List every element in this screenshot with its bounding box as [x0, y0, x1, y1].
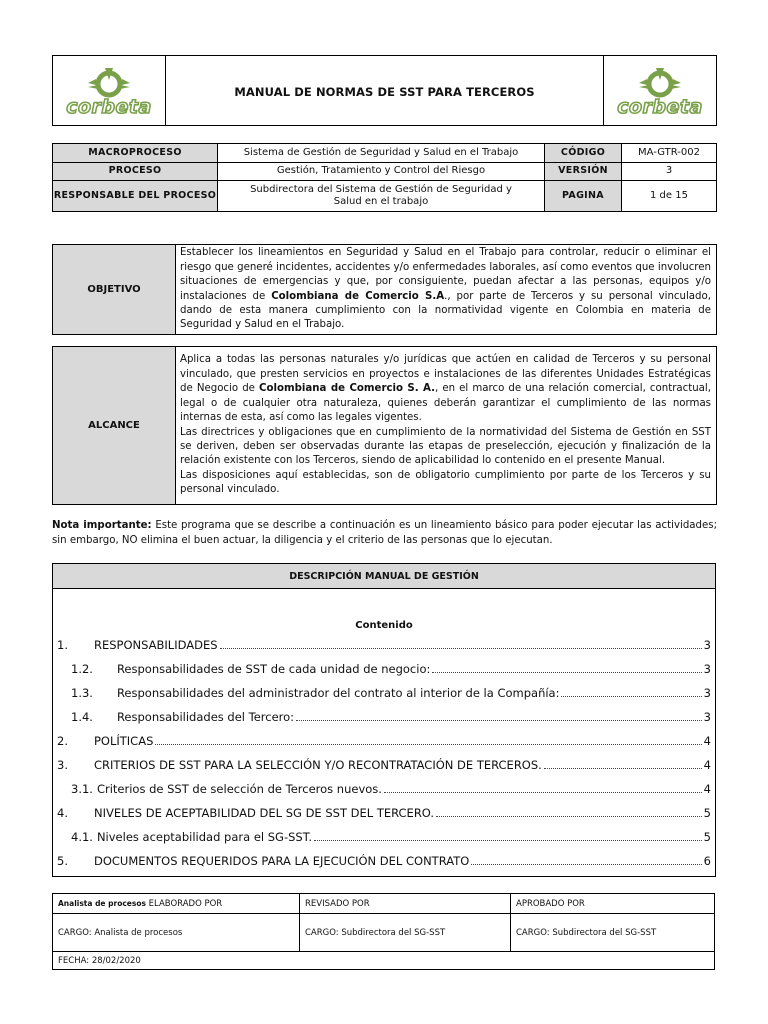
toc-entry-number: 4. — [57, 806, 68, 820]
revisado-label: REVISADO POR — [300, 894, 511, 914]
macroproceso-label: MACROPROCESO — [53, 144, 218, 163]
toc-leader-dots — [544, 767, 702, 769]
macroproceso-value: Sistema de Gestión de Seguridad y Salud en el Trabajo — [218, 144, 545, 163]
alcance-company: Colombiana de Comercio S. A. — [259, 383, 435, 395]
toc-entry[interactable] — [57, 732, 711, 748]
title-cell — [166, 56, 604, 126]
corbeta-logo-left — [53, 65, 165, 117]
toc-entry-number: 1.4. — [71, 710, 93, 724]
toc-entry-page: 3 — [703, 710, 711, 724]
toc-leader-dots — [220, 647, 702, 649]
logo-left-cell — [53, 56, 166, 126]
toc-leader-dots — [314, 839, 702, 841]
corbeta-emblem-icon — [637, 65, 683, 99]
objetivo-text-2: ., por parte de Terceros y su personal vinculado, dando de esta manera cumplimiento con la normatividad vigente en Colombia en materia de Seguridad y Salud en el Trabajo. — [180, 290, 711, 331]
toc-entry-text: DOCUMENTOS REQUERIDOS PARA LA EJECUCIÓN DEL CONTRATO — [93, 854, 470, 868]
toc-leader-dots — [155, 743, 701, 745]
toc-entry-text: CRITERIOS DE SST PARA LA SELECCIÓN Y/O RECONTRATACIÓN DE TERCEROS. — [93, 758, 542, 772]
toc-entry[interactable] — [57, 780, 711, 796]
toc-leader-dots — [561, 695, 701, 697]
document-title: MANUAL DE NORMAS DE SST PARA TERCEROS — [234, 85, 535, 99]
toc-entry-page: 4 — [703, 734, 711, 748]
document-header — [52, 55, 717, 126]
descripcion-title: DESCRIPCIÓN MANUAL DE GESTIÓN — [53, 564, 715, 589]
toc-entry-number: 1.2. — [71, 662, 93, 676]
alcance-p1-a: Aplica a todas las personas naturales y/o jurídicas que actúen en calidad de Terceros y su personal vinculado, que presten servicios en proyectos e instalaciones de las diferentes Unidades Estratégicas de Negocio de — [180, 354, 711, 395]
responsable-label: RESPONSABLE DEL PROCESO — [53, 181, 218, 212]
logo-wordmark: corbeta — [617, 95, 703, 118]
toc-entry-text: Niveles aceptabilidad para el SG-SST. — [96, 830, 313, 844]
toc-entry-page: 3 — [703, 686, 711, 700]
codigo-value: MA-GTR-002 — [622, 144, 717, 163]
alcance-paragraph-1 — [180, 353, 711, 425]
toc-entry[interactable] — [57, 636, 711, 652]
toc-leader-dots — [436, 815, 702, 817]
corbeta-logo-right — [604, 65, 716, 117]
logo-right-cell — [604, 56, 717, 126]
proceso-label: PROCESO — [53, 162, 218, 181]
approval-footer — [52, 893, 715, 970]
toc-entry-number: 5. — [57, 854, 68, 868]
descripcion-section — [52, 563, 716, 877]
pagina-value: 1 de 15 — [622, 181, 717, 212]
toc-leader-dots — [296, 719, 702, 721]
nota-importante — [52, 518, 717, 548]
pagina-label: PAGINA — [545, 181, 622, 212]
elaborado-label: ELABORADO POR — [148, 898, 223, 909]
toc-entry-text: Responsabilidades de SST de cada unidad de negocio: — [116, 662, 431, 676]
proceso-value: Gestión, Tratamiento y Control del Riesgo — [218, 162, 545, 181]
fecha: FECHA: 28/02/2020 — [53, 952, 715, 970]
logo-wordmark: corbeta — [66, 95, 152, 118]
alcance-text — [176, 347, 717, 505]
alcance-label: ALCANCE — [53, 347, 176, 505]
toc-entry[interactable] — [57, 660, 711, 676]
toc-entry-page: 4 — [703, 782, 711, 796]
toc-entry-text: Criterios de SST de selección de Terceros nuevos. — [96, 782, 382, 796]
objetivo-text — [176, 245, 717, 335]
toc-entry[interactable] — [57, 708, 711, 724]
toc-entry-number: 1.3. — [71, 686, 93, 700]
toc-entry-page: 3 — [703, 662, 711, 676]
cargo-aprobado: CARGO: Subdirectora del SG-SST — [511, 914, 715, 952]
toc-entry-page: 3 — [703, 638, 711, 652]
toc-entry-page: 5 — [703, 830, 711, 844]
toc-entry-text: Responsabilidades del administrador del contrato al interior de la Compañía: — [116, 686, 560, 700]
toc-leader-dots — [384, 791, 702, 793]
toc-entry-text: NIVELES DE ACEPTABILIDAD DEL SG DE SST DEL TERCERO. — [93, 806, 435, 820]
alcance-section — [52, 346, 717, 505]
toc-leader-dots — [432, 671, 701, 673]
toc-entry-number: 2. — [57, 734, 68, 748]
aprobado-label: APROBADO POR — [511, 894, 715, 914]
toc-entry[interactable] — [57, 756, 711, 772]
version-label: VERSIÓN — [545, 162, 622, 181]
toc-entry-page: 4 — [703, 758, 711, 772]
contenido-title: Contenido — [355, 620, 413, 631]
cargo-elaborado: CARGO: Analista de procesos — [53, 914, 300, 952]
toc-entry-number: 1. — [57, 638, 68, 652]
version-value: 3 — [622, 162, 717, 181]
objetivo-company: Colombiana de Comercio S.A — [271, 290, 445, 302]
alcance-paragraph-2: Las directrices y obligaciones que en cumplimiento de la normatividad del Sistema de Gestión en SST se deriven, deben ser observadas durante las etapas de preselección, ejecución y finalización de la relación existente con los Terceros, siendo de aplicabilidad lo contenido en el presente Manual. — [180, 426, 711, 467]
corbeta-emblem-icon — [86, 65, 132, 99]
toc-entry-page: 6 — [703, 854, 711, 868]
alcance-paragraph-3: Las disposiciones aquí establecidas, son de obligatorio cumplimiento por parte de los Terceros y su personal vinculado. — [180, 469, 711, 496]
elaborado-prefix: Analista de procesos — [58, 898, 146, 908]
cargo-revisado: CARGO: Subdirectora del SG-SST — [300, 914, 511, 952]
nota-label: Nota importante: — [52, 520, 152, 531]
elaborado-cell — [53, 894, 300, 914]
toc-leader-dots — [471, 863, 701, 865]
toc-entry-number: 4.1. — [71, 830, 93, 844]
objetivo-label: OBJETIVO — [53, 245, 176, 335]
toc-entry-text: POLÍTICAS — [93, 734, 154, 748]
objetivo-section — [52, 244, 717, 335]
responsable-value: Subdirectora del Sistema de Gestión de Seguridad y Salud en el trabajo — [218, 181, 545, 212]
toc-entry-number: 3.1. — [71, 782, 93, 796]
toc-entry[interactable] — [57, 852, 711, 868]
toc-entry-text: Responsabilidades del Tercero: — [116, 710, 295, 724]
toc-entry[interactable] — [57, 804, 711, 820]
alcance-p1-b: , en el marco de una relación comercial, contractual, legal o de cualquier otra naturaleza, quienes deberán garantizar el cumplimiento de las normas internas de esta, así como las legales vigentes. — [180, 383, 711, 424]
toc-entry-text: RESPONSABILIDADES — [93, 638, 218, 652]
objetivo-text-1: Establecer los lineamientos en Seguridad y Salud en el Trabajo para controlar, reducir o eliminar el riesgo que generé incidentes, accidentes y/o enfermedades laborales, así como eventos que involucren situaciones de emergencias y que, por consiguiente, puedan afectar a las personas, equipos y/o instalaciones de — [180, 247, 711, 302]
toc-entry-page: 5 — [703, 806, 711, 820]
nota-text: Este programa que se describe a continuación es un lineamiento básico para poder ejecutar las actividades; sin embargo, NO elimina el buen actuar, la diligencia y el criterio de las personas que lo ejecutan. — [52, 520, 718, 546]
toc-entry-number: 3. — [57, 758, 68, 772]
process-info-table — [52, 143, 717, 212]
codigo-label: CÓDIGO — [545, 144, 622, 163]
toc-entry[interactable] — [57, 828, 711, 844]
toc-entry[interactable] — [57, 684, 711, 700]
